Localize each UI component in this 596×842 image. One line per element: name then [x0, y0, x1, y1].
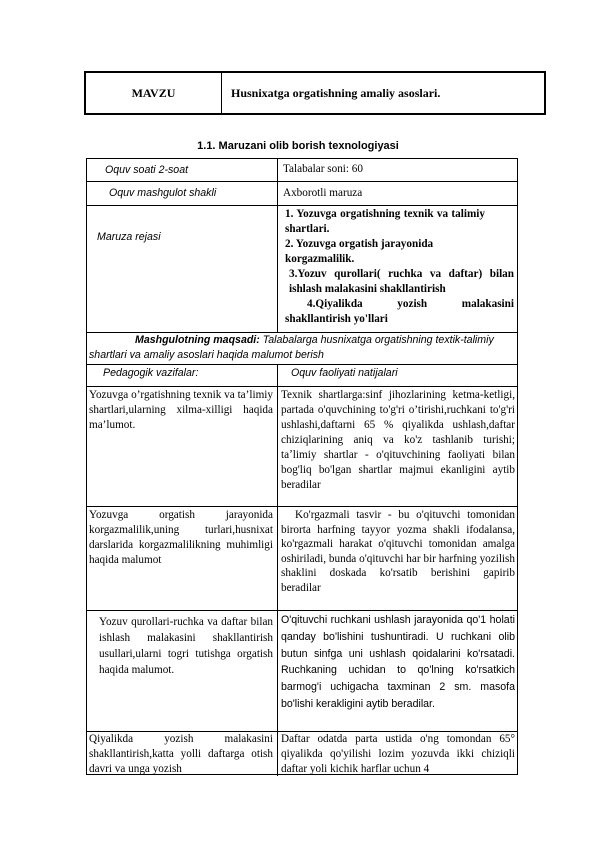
plan-item: 4.Qiyalikda yozish malakasini shakllantirish yo'llari	[285, 298, 514, 325]
result-text: Daftar odatda parta ustida o'ng tomondan 65° qiyalikda qo'yilishi lozim yozuvda ikki chiziqli daftar yoli kichik harflar uchun 4	[281, 733, 515, 775]
plan-item: 1. Yozuvga orgatishning texnik va talimiy shartlari.	[285, 208, 485, 235]
result-text: O'qituvchi ruchkani ushlash jarayonida qo'1 holati qanday bo'lishini tushuntiradi. U ruchkani olib butun sinfga uni ushlash qoidalarini ko'rsatadi. Ruchkaning uchidan to qo'lning ko'rsatkich barmog'i uchigacha taxminan 2 sm. masofa bo'lishi kerakligini aytib beradilar.	[281, 614, 515, 710]
row-divider	[87, 386, 517, 387]
goal-text	[89, 333, 515, 363]
goal-description: Talabalarga husnixatga orgatishning textik-talimiy shartlari va amaliy asoslari haqida malumot berish	[89, 334, 494, 361]
lecture-table	[86, 158, 518, 775]
column-divider	[277, 364, 278, 776]
row-divider	[87, 181, 517, 182]
plan-label: Maruza rejasi	[97, 231, 161, 243]
column-divider	[277, 159, 278, 332]
result-text: Ko'rgazmali tasvir - bu o'qituvchi tomonidan birorta harfning tayyor yozma shakli ifodalansa, ko'rgazmali harakat o'qituvchi tomonidan amalga oshiriladi, bunda o'qituvchi har bir harfning yozilish shaklini doskada ko'rsatib berishini gapirib beradilar	[281, 509, 515, 594]
row-divider	[87, 364, 517, 365]
row-divider	[87, 205, 517, 206]
form-label: Oquv mashgulot shakli	[109, 187, 217, 199]
row-divider	[87, 506, 517, 507]
topic-divider	[221, 73, 222, 113]
plan-list	[285, 207, 514, 327]
tasks-header: Pedagogik vazifalar:	[103, 367, 199, 379]
results-header: Oquv faoliyati natijalari	[291, 367, 398, 379]
goal-label: Mashgulotning maqsadi:	[135, 334, 260, 346]
task-text: Qiyalikda yozish malakasini shakllantirish,katta yolli daftarga otish davri va unga yozish	[89, 733, 273, 775]
row-divider	[87, 610, 517, 611]
section-heading: 1.1. Maruzani olib borish texnologiyasi	[197, 140, 399, 152]
topic-box	[84, 71, 546, 115]
hours-label: Oquv soati 2-soat	[105, 164, 189, 176]
task-text: Yozuv qurollari-ruchka va daftar bilan ishlash malakasini shakllantirish usullari,ularni togri tutishga orgatish haqida malumot.	[99, 616, 273, 676]
plan-item: 3.Yozuv qurollari( ruchka va daftar) bilan ishlash malakasini shakllantirish	[289, 268, 514, 295]
form-value: Axborotli maruza	[283, 187, 363, 199]
result-text: Texnik shartlarga:sinf jihozlarining ketma-ketligi, partada o'quvchining to'g'ri o’tirishi,ruchkani to'g'ri ushlashi,daftarni 65 % qiyalikda ushlash,daftar chiziqlarining aniq va ko'z tashlanib turishi; taʼlimiy shartlar - o'qituvchining faoliyati bilan bog'liq bo'lgan shartlar majmui ekanligini aytib beradilar	[281, 389, 515, 491]
topic-title: Husnixatga orgatishning amaliy asoslari.	[231, 85, 441, 100]
plan-item: 2. Yozuvga orgatish jarayonida korgazmalilik.	[285, 238, 434, 265]
topic-label: MAVZU	[131, 85, 176, 100]
task-text: Yozuvga orgatish jarayonida korgazmalilik,uning turlari,husnixat darslarida korgazmalilikning muhimligi haqida malumot	[89, 509, 273, 566]
task-text: Yozuvga o’rgatishning texnik va ta’limiy shartlari,ularning xilma-xilligi haqida ma’lumot.	[89, 389, 273, 431]
hours-value: Talabalar soni: 60	[283, 163, 363, 175]
